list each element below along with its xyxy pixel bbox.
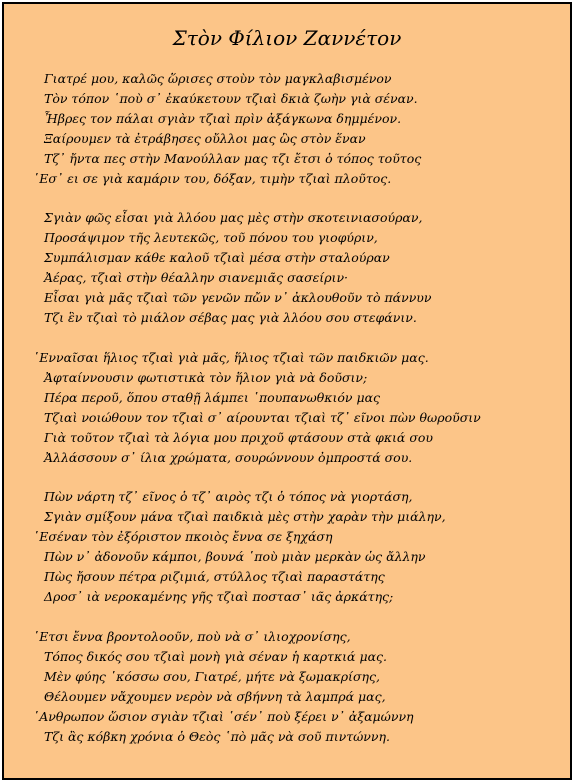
verse-line: Θέλουμεν νἄχουμεν νερὸν νὰ σβήννη τὰ λαμπρά μας, (44, 689, 386, 704)
verse-line: Μὲν φύης ῾κόσσω σου, Γιατρέ, μήτε νὰ ξωμακρίσης, (44, 669, 380, 684)
verse-line: Τζι ἓν τζιαὶ τὸ μιάλον σέβας μας γιὰ λλόου σου στεφάνιν. (44, 310, 417, 325)
verse-line: Τζ᾽ ἤντα πες στὴν Μανούλλαν μας τζι ἔτσι ὁ τόπος τοῦτος (44, 151, 422, 166)
verse-line: Σγιὰν φῶς εἶσαι γιὰ λλόου μας μὲς στὴν σκοτεινιασούραν, (44, 210, 423, 225)
verse-line: Ἀφταίννουσιν φωτιστικὰ τὸν ἥλιον γιὰ νὰ δοῦσιν; (44, 370, 368, 385)
verse-line: Προσάψιμον τῆς λευτεκῶς, τοῦ πόνου του γιοφύριν, (44, 230, 378, 245)
verse-line: Πέρα περοῦ, ὅπου σταθῇ λάμπει ῾πουπανωθκιόν μας (44, 390, 381, 405)
verse-line: Πὼν ν᾽ ἀδονοῦν κάμποι, βουνά ῾ποὺ μιὰν μερκὰν ὡς ἄλλην (44, 549, 426, 564)
verse-line: Πὼς ἤσουν πέτρα ριζιμιά, στύλλος τζιαὶ παραστάτης (44, 569, 385, 584)
verse-line: Πὼν νάρτη τζ᾽ εῖνος ὁ τζ᾽ αιρὸς τζι ὁ τόπος νὰ γιορτάση, (44, 489, 413, 504)
verse-line: Ἦβρες τον πάλαι σγιὰν τζιαὶ πρὶν ἀξάγκωνα δημμένον. (44, 111, 402, 126)
verse-line: Εἶσαι γιὰ μᾶς τζιαὶ τῶν γενῶν πὤν ν᾽ ἀκλουθοῦν τὸ πάννυν (44, 290, 432, 305)
verse-line: Τζιαὶ νοιώθουν τον τζιαὶ σ᾽ αίρουνται τζιαὶ τζ᾽ εῖνοι πὼν θωροῦσιν (44, 410, 481, 425)
poem-body (4, 4, 570, 778)
verse-line: ῾Ενναῖσαι ἥλιος τζιαὶ γιὰ μᾶς, ἥλιος τζιαὶ τῶν παιδκιῶν μας. (33, 350, 429, 365)
verse-line: Σγιὰν σμίξουν μάνα τζιαὶ παιδκιὰ μὲς στὴν χαρὰν τὴν μιάλην, (44, 509, 446, 524)
poem-title: Στὸν Φίλιον Ζαννέτον (172, 26, 402, 50)
verse-line: Τζι ἂς κόβκη χρόνια ὁ Θεὸς ῾πὸ μᾶς νὰ σοῦ πιντώννη. (44, 729, 390, 744)
verse-line: Ἀλλάσσουν σ᾽ ίλια χρώματα, σουρώννουν ὀμπροστά σου. (44, 450, 413, 465)
verse-line: Τὸν τόπον ῾ποὺ σ᾽ ἐκαύκετουν τζιαὶ δκιὰ ζωὴν γιὰ σέναν. (44, 91, 418, 106)
verse-line: ῾Εσέναν τὸν ἐξόριστον πκοιὸς ἔννα σε ξηχάση (33, 529, 333, 544)
verse-line: Γιατρέ μου, καλῶς ὥρισες στοὺν τὸν μαγκλαβισμένον (44, 71, 392, 86)
verse-line: Δροσ᾽ ιὰ νεροκαμένης γῆς τζιαὶ ποστασ᾽ ιᾶς ἀρκάτης; (44, 589, 394, 604)
verse-line: Ἀέρας, τζιαὶ στὴν θέαλλην σιανεμιᾶς σασείριν· (44, 270, 349, 285)
verse-line: ῾Ετσι ἔννα βροντολοοῦν, ποὺ νὰ σ᾽ ιλιοχρονίσης, (33, 629, 351, 644)
verse-line: Τόπος δικός σου τζιαὶ μονὴ γιὰ σέναν ἡ καρτκιά μας. (44, 649, 388, 664)
verse-line: Συμπάλισμαν κάθε καλοῦ τζιαὶ μέσα στὴν σταλούραν (44, 250, 390, 265)
verse-line: ῾Εσ᾽ ει σε γιὰ καμάριν του, δόξαν, τιμὴν τζιαὶ πλοῦτος. (33, 171, 392, 186)
verse-line: Γιὰ τοῦτον τζιαὶ τὰ λόγια μου πριχοῦ φτάσουν στὰ φκιά σου (44, 430, 433, 445)
poem-page (2, 2, 572, 780)
verse-line: Ξαίρουμεν τὰ ἐτράβησες οὔλλοι μας ὣς στὸν ἕναν (44, 131, 366, 146)
verse-line: ῾Ανθρωπον ὥσιον σγιὰν τζιαὶ ῾σέν᾽ ποὺ ξέρει ν᾽ ἀξαμώννη (33, 709, 414, 724)
